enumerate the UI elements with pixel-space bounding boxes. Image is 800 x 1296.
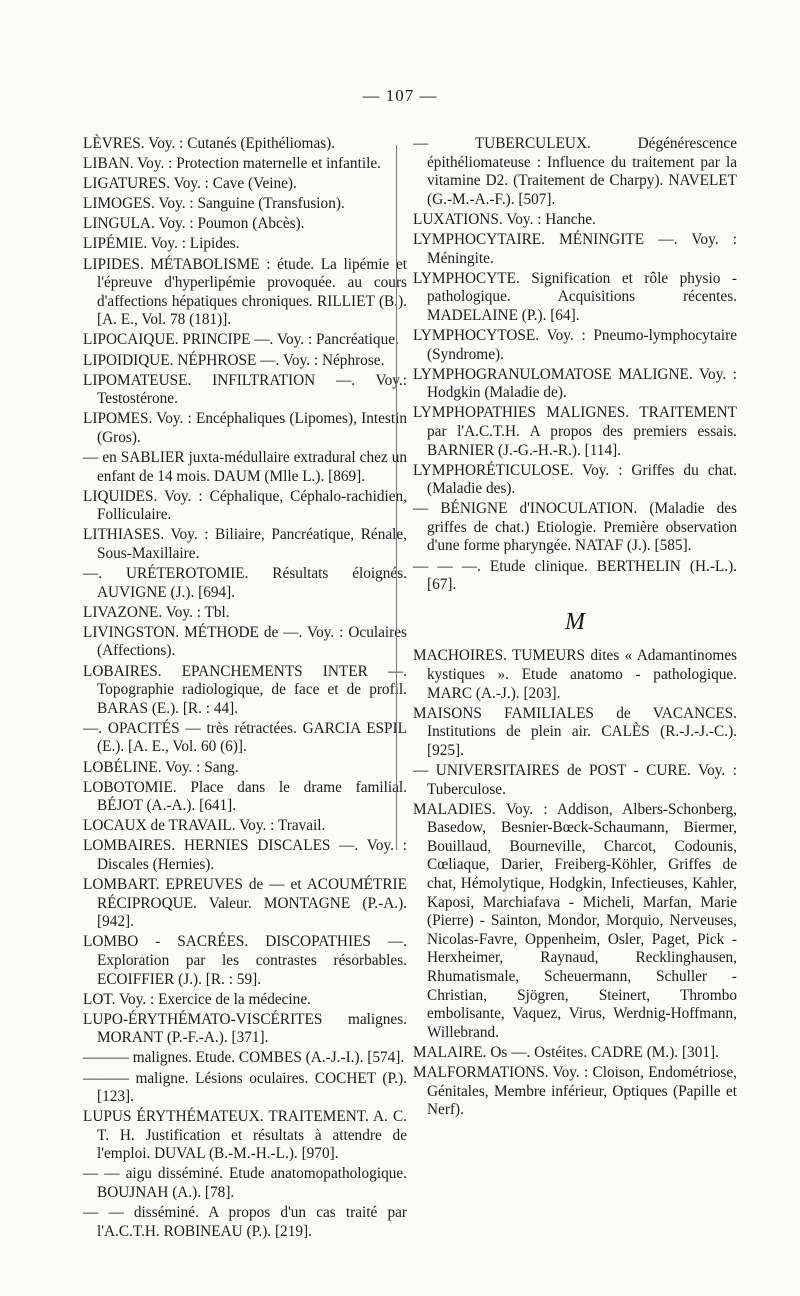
index-entry: LIPOMES. Voy. : Encéphaliques (Lipomes), Intestin (Gros). bbox=[83, 410, 407, 446]
index-entry: LUPO-ÉRYTHÉMATO-VISCÉRITES malignes. MORANT (P.-F.-A.). [371]. bbox=[83, 1010, 407, 1047]
index-entry: — en SABLIER juxta-médullaire extradural chez un enfant de 14 mois. DAUM (Mlle L.). [869]. bbox=[83, 449, 407, 485]
index-entry: LYMPHOCYTOSE. Voy. : Pneumo-lymphocytaire (Syndrome). bbox=[413, 326, 737, 363]
index-entry: LIBAN. Voy. : Protection maternelle et infantile. bbox=[83, 155, 381, 173]
index-entry: LITHIASES. Voy. : Biliaire, Pancréatique, Rénale, Sous-Maxillaire. bbox=[83, 526, 407, 562]
index-entry: LIPOMATEUSE. INFILTRATION —. Voy.: Testostérone. bbox=[83, 371, 407, 408]
index-entry: MALFORMATIONS. Voy. : Cloison, Endométriose, Génitales, Membre inférieur, Optiques (Papille et Nerf). bbox=[413, 1063, 737, 1119]
index-entry: LIQUIDES. Voy. : Céphalique, Céphalo-rachidien, Folliculaire. bbox=[83, 487, 407, 524]
index-entry: LOMBART. EPREUVES de — et ACOUMÉTRIE RÉCIPROQUE. Valeur. MONTAGNE (P.-A.). [942]. bbox=[83, 876, 407, 931]
index-entry: LUPUS ÉRYTHÉMATEUX. TRAITEMENT. A. C. T. H. Justification et résultats à attendre de l'emploi. DUVAL (B.-M.-H.-L.). [970]. bbox=[83, 1108, 407, 1163]
index-entry: LOBOTOMIE. Place dans le drame familial. BÉJOT (A.-A.). [641]. bbox=[83, 778, 407, 815]
index-entry: MAISONS FAMILIALES de VACANCES. Institutions de plein air. CALÈS (R.-J.-J.-C.). [925]. bbox=[413, 704, 737, 759]
index-entry: LOMBO - SACRÉES. DISCOPATHIES —. Exploration par les contrastes résorbables. ECOIFFIER (J.). [R. : 59]. bbox=[83, 933, 407, 988]
index-entry: MALADIES. Voy. : Addison, Albers-Schonberg, Basedow, Besnier-Bœck-Schaumann, Biermer, Bouillaud, Bourneville, Charcot, Codounis, Cœliaque, Darier, Freiberg-Köhler, Griffes de chat, Hémolytique, Hodgkin, Infectieuses, Kahler, Kaposi, Marchiafava - Micheli, Marfan, Marie (Pierre) - Sainton, Mondor, Morquio, Nerveuses, Nicolas-Favre, Oppenheim, Osler, Paget, Pick - Herxheimer, Raynaud, Recklinghausen, Rhumatismale, Scheuermann, Schuller - Christian, Sjögren, Steinert, Thrombo embolisante, Vaquez, Virus, Werdnig-Hoffmann, Willebrand. bbox=[413, 800, 737, 1041]
index-entry: — — aigu disséminé. Etude anatomopathologique. BOUJNAH (A.). [78]. bbox=[83, 1165, 407, 1202]
index-entry: —. URÉTEROTOMIE. Résultats éloignés. AUVIGNE (J.). [694]. bbox=[83, 565, 407, 601]
index-entry: LYMPHORÉTICULOSE. Voy. : Griffes du chat. (Maladie des). bbox=[413, 461, 737, 498]
index-entry: LIPÉMIE. Voy. : Lipides. bbox=[83, 235, 240, 253]
left-column bbox=[83, 135, 407, 1243]
index-entry: LOBÉLINE. Voy. : Sang. bbox=[83, 758, 239, 776]
index-entry: — — disséminé. A propos d'un cas traité par l'A.C.T.H. ROBINEAU (P.). [219]. bbox=[83, 1204, 407, 1240]
index-entry: —. OPACITÉS — très rétractées. GARCIA ESPIL (E.). [A. E., Vol. 60 (6)]. bbox=[83, 719, 407, 756]
index-entry: LIGATURES. Voy. : Cave (Veine). bbox=[83, 175, 297, 193]
index-entry: MACHOIRES. TUMEURS dites « Adamantinomes kystiques ». Etude anatomo - pathologique. MARC (A.-J.). [203]. bbox=[413, 647, 737, 702]
index-entry: ——— maligne. Lésions oculaires. COCHET (P.). [123]. bbox=[83, 1069, 407, 1106]
index-entry: — — —. Etude clinique. BERTHELIN (H.-L.). [67]. bbox=[413, 557, 737, 594]
right-column bbox=[413, 135, 737, 1121]
index-entry: LOCAUX de TRAVAIL. Voy. : Travail. bbox=[83, 817, 326, 835]
index-entry: LIPOCAIQUE. PRINCIPE —. Voy. : Pancréatique. bbox=[83, 331, 399, 349]
index-entry: — TUBERCULEUX. Dégénérescence épithéliomateuse : Influence du traitement par la vitamine D2. (Traitement de Charpy). NAVELET (G.-M.-A.-F.). [507]. bbox=[413, 135, 737, 208]
index-entry: LÈVRES. Voy. : Cutanés (Epithéliomas). bbox=[83, 135, 336, 152]
index-entry: LIVINGSTON. MÉTHODE de —. Voy. : Oculaires (Affections). bbox=[83, 623, 407, 660]
index-entry: — BÉNIGNE d'INOCULATION. (Maladie des griffes de chat.) Etiologie. Première observation d'une forme pharyngée. NATAF (J.). [585]. bbox=[413, 500, 737, 555]
index-entry: LINGULA. Voy. : Poumon (Abcès). bbox=[83, 215, 305, 233]
index-entry: LOMBAIRES. HERNIES DISCALES —. Voy. : Discales (Hernies). bbox=[83, 837, 407, 873]
index-entry: LOT. Voy. : Exercice de la médecine. bbox=[83, 990, 311, 1008]
index-entry: LIPOIDIQUE. NÉPHROSE —. Voy. : Néphrose. bbox=[83, 351, 385, 369]
index-entry: LYMPHOCYTAIRE. MÉNINGITE —. Voy. : Méningite. bbox=[413, 230, 737, 267]
index-entry: LIVAZONE. Voy. : Tbl. bbox=[83, 603, 230, 621]
page-number: — 107 — bbox=[362, 86, 438, 105]
index-entry: ——— malignes. Etude. COMBES (A.-J.-I.). [574]. bbox=[83, 1049, 405, 1067]
index-entry: LUXATIONS. Voy. : Hanche. bbox=[413, 210, 596, 228]
column-divider bbox=[396, 145, 397, 850]
section-letter: M bbox=[565, 608, 585, 635]
index-entry: LYMPHOCYTE. Signification et rôle physio - pathologique. Acquisitions récentes. MADELAINE (P.). [64]. bbox=[413, 269, 737, 324]
index-entry: LIMOGES. Voy. : Sanguine (Transfusion). bbox=[83, 195, 345, 213]
index-entry: LYMPHOPATHIES MALIGNES. TRAITEMENT par l'A.C.T.H. A propos des premiers essais. BARNIER (J.-G.-H.-R.). [114]. bbox=[413, 404, 737, 459]
index-entry: — UNIVERSITAIRES de POST - CURE. Voy. : Tuberculose. bbox=[413, 761, 737, 798]
index-entry: LIPIDES. MÉTABOLISME : étude. La lipémie et l'épreuve d'hyperlipémie provoquée. au cours d'affections hépatiques chroniques. RILLIET (B.). [A. E., Vol. 78 (181)]. bbox=[83, 255, 407, 329]
index-entry: MALAIRE. Os —. Ostéites. CADRE (M.). [301]. bbox=[413, 1043, 719, 1061]
index-entry: LOBAIRES. EPANCHEMENTS INTER —. Topographie radiologique, de face et de profil. BARAS (E.). [R. : 44]. bbox=[83, 662, 407, 717]
index-entry: LYMPHOGRANULOMATOSE MALIGNE. Voy. : Hodgkin (Maladie de). bbox=[413, 365, 737, 402]
